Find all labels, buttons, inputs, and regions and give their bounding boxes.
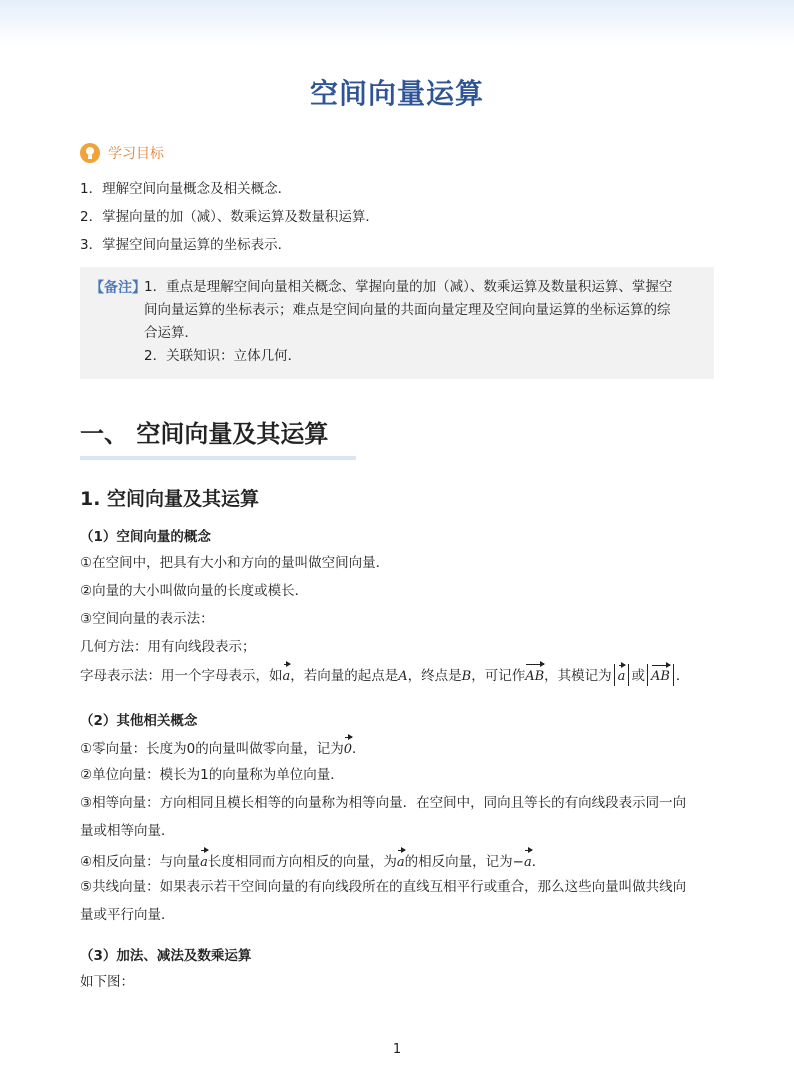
subsection-heading: 1. 空间向量及其运算: [80, 488, 260, 510]
note-tag: 【备注】: [90, 280, 146, 296]
text: 长度相同而方向相反的向量，为: [207, 854, 397, 870]
objective-item: 1．理解空间向量概念及相关概念．: [80, 181, 292, 197]
paragraph: [80, 849, 545, 873]
paragraph: 如下图：: [80, 974, 134, 990]
note-line: 合运算．: [144, 325, 198, 341]
part-heading: （3）加法、减法及数乘运算: [80, 948, 252, 964]
text: ．: [675, 668, 690, 684]
point-a: A: [398, 669, 408, 684]
paragraph: ①在空间中，把具有大小和方向的量叫做空间向量．: [80, 555, 390, 571]
text: ．: [351, 741, 366, 757]
note-line: 2．关联知识：立体几何．: [144, 348, 302, 364]
paragraph: 量或平行向量．: [80, 907, 175, 923]
text: ，终点是: [407, 668, 462, 684]
text: ，若向量的起点是: [290, 668, 399, 684]
point-b: B: [461, 669, 472, 684]
text: 的相反向量，记为−: [404, 854, 524, 870]
header-wash: [0, 0, 794, 46]
zero-vector: 0: [344, 736, 352, 760]
page-number: 1: [392, 1042, 402, 1057]
modulus-a: [614, 664, 630, 686]
objective-item: 3．掌握空间向量运算的坐标表示．: [80, 237, 292, 253]
text: ，其模记为: [544, 668, 612, 684]
lightbulb-icon: [80, 143, 100, 163]
vector-a: a: [200, 849, 208, 873]
paragraph: ②单位向量：模长为1的向量称为单位向量．: [80, 767, 344, 783]
note-line: 1．重点是理解空间向量相关概念、掌握向量的加（减）、数乘运算及数量积运算、掌握空: [144, 279, 673, 295]
text: ，可记作: [471, 668, 526, 684]
text: ④相反向量：与向量: [80, 854, 201, 870]
section-underline: [80, 456, 356, 460]
vector-a: a: [397, 849, 405, 873]
text: ．: [531, 854, 546, 870]
part-heading: （1）空间向量的概念: [80, 529, 211, 545]
vector-a: a: [524, 849, 532, 873]
part-heading: （2）其他相关概念: [80, 713, 198, 729]
paragraph: ②向量的大小叫做向量的长度或模长．: [80, 583, 309, 599]
paragraph: 几何方法：用有向线段表示；: [80, 639, 256, 655]
text: 字母表示法：用一个字母表示，如: [80, 668, 283, 684]
page-title: 空间向量运算: [309, 77, 484, 110]
objective-item: 2．掌握向量的加（减）、数乘运算及数量积运算．: [80, 209, 379, 225]
objectives-label: 学习目标: [108, 146, 164, 162]
text: ①零向量：长度为0的向量叫做零向量，记为: [80, 741, 344, 757]
paragraph-notation: [80, 663, 689, 687]
paragraph: 量或相等向量．: [80, 823, 175, 839]
section-heading: 一、 空间向量及其运算: [80, 420, 329, 448]
vector-ab: AB: [651, 664, 670, 686]
vector-ab: AB: [525, 663, 544, 687]
paragraph: ③空间向量的表示法：: [80, 611, 214, 627]
paragraph: ⑤共线向量：如果表示若干空间向量的有向线段所在的直线互相平行或重合，那么这些向量叫做共线向: [80, 879, 687, 895]
vector-a: a: [283, 663, 291, 687]
modulus-ab: [647, 664, 674, 686]
paragraph: [80, 736, 365, 760]
note-line: 间向量运算的坐标表示；难点是空间向量的共面向量定理及空间向量运算的坐标运算的综: [144, 302, 671, 318]
vector-a: a: [618, 664, 626, 686]
note-box: [80, 267, 714, 379]
text: 或: [631, 668, 645, 684]
paragraph: ③相等向量：方向相同且模长相等的向量称为相等向量．在空间中，同向且等长的有向线段表示同一向: [80, 795, 687, 811]
objectives-header: [80, 143, 164, 163]
